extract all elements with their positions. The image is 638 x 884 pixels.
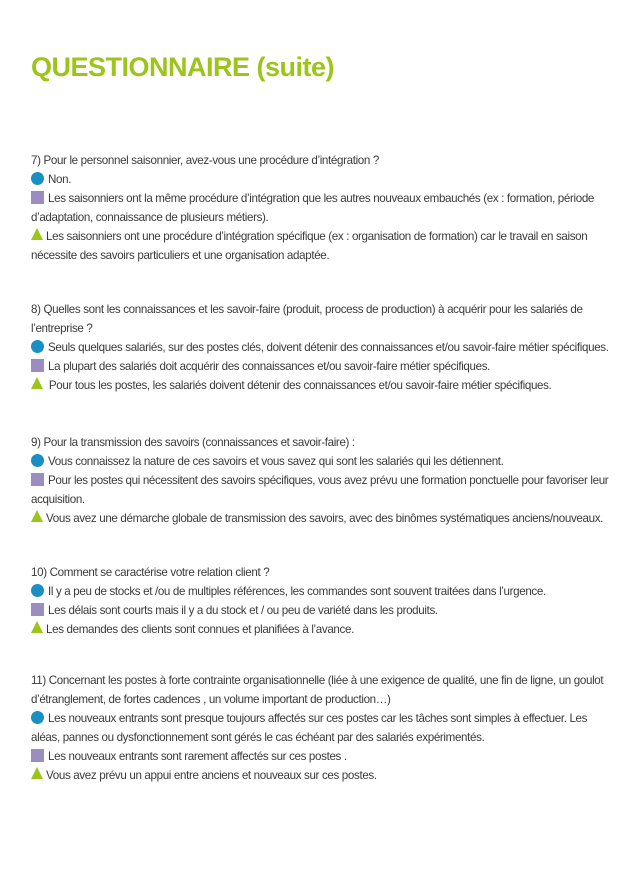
question-text: 9) Pour la transmission des savoirs (connaissances et savoir-faire) :: [31, 436, 355, 449]
answer-text: Pour les postes qui nécessitent des savoirs spécifiques, vous avez prévu une formation ponctuelle pour favoriser leur acquisition.: [31, 474, 609, 506]
triangle-icon: [31, 228, 43, 240]
circle-icon: [31, 454, 44, 467]
circle-icon: [31, 711, 44, 724]
triangle-icon: [31, 767, 43, 779]
triangle-icon: [31, 377, 43, 389]
answer-option: [31, 509, 611, 528]
square-icon: [31, 359, 44, 372]
square-icon: [31, 191, 44, 204]
question-block-10: [31, 563, 611, 639]
answer-text: La plupart des salariés doit acquérir des connaissances et/ou savoir-faire métier spécifiques.: [48, 360, 491, 373]
question-block-9: [31, 433, 611, 528]
answer-text: Vous avez une démarche globale de transmission des savoirs, avec des binômes systématiques anciens/nouveaux.: [46, 512, 604, 525]
answer-option: [31, 452, 611, 471]
answer-text: Les saisonniers ont la même procédure d’intégration que les autres nouveaux embauchés (ex : formation, période d’adaptation, connaissance de plusieurs métiers).: [31, 192, 595, 224]
answer-option: [31, 582, 611, 601]
answer-text: Les demandes des clients sont connues et planifiées à l’avance.: [46, 623, 354, 636]
question-text: 11) Concernant les postes à forte contrainte organisationnelle (liée à une exigence de qualité, une fin de ligne, un goulot d’étranglement, de fortes cadences , un volume important de production…): [31, 674, 604, 706]
answer-text: Les nouveaux entrants sont presque toujours affectés sur ces postes car les tâches sont simples à effectuer. Les aléas, pannes ou dysfonctionnement sont gérés le cas échéant par des salariés expérimentés.: [31, 712, 588, 744]
answer-option: [31, 357, 611, 376]
answer-text: Les saisonniers ont une procédure d’intégration spécifique (ex : organisation de formation) car le travail en saison nécessite des savoirs particuliers et une organisation adaptée.: [31, 230, 588, 262]
circle-icon: [31, 172, 44, 185]
square-icon: [31, 473, 44, 486]
question-block-11: [31, 671, 611, 785]
answer-text: Seuls quelques salariés, sur des postes clés, doivent détenir des connaissances et/ou savoir-faire métier spécifiques.: [48, 341, 609, 354]
question-block-7: [31, 151, 611, 265]
answer-option: [31, 471, 611, 509]
answer-option: [31, 747, 611, 766]
answer-option: [31, 601, 611, 620]
page-title: QUESTIONNAIRE (suite): [31, 52, 335, 82]
answer-text: Vous avez prévu un appui entre anciens et nouveaux sur ces postes.: [46, 769, 377, 782]
answer-option: [31, 709, 611, 747]
answer-text: Non.: [48, 173, 72, 186]
answer-option: [31, 376, 611, 395]
triangle-icon: [31, 621, 43, 633]
answer-option: [31, 189, 611, 227]
question-text: 8) Quelles sont les connaissances et les savoir-faire (produit, process de production) à acquérir pour les salariés de l’entreprise ?: [31, 303, 583, 335]
circle-icon: [31, 584, 44, 597]
answer-option: [31, 766, 611, 785]
answer-option: [31, 338, 611, 357]
square-icon: [31, 603, 44, 616]
answer-option: [31, 170, 611, 189]
answer-option: [31, 227, 611, 265]
answer-text: Vous connaissez la nature de ces savoirs et vous savez qui sont les salariés qui les détiennent.: [48, 455, 504, 468]
answer-text: Les délais sont courts mais il y a du stock et / ou peu de variété dans les produits.: [48, 604, 438, 617]
triangle-icon: [31, 510, 43, 522]
answer-text: Les nouveaux entrants sont rarement affectés sur ces postes .: [48, 750, 347, 763]
question-block-8: [31, 300, 611, 395]
square-icon: [31, 749, 44, 762]
answer-text: Il y a peu de stocks et /ou de multiples références, les commandes sont souvent traitées dans l’urgence.: [48, 585, 546, 598]
circle-icon: [31, 340, 44, 353]
question-text: 10) Comment se caractérise votre relation client ?: [31, 566, 270, 579]
question-text: 7) Pour le personnel saisonnier, avez-vous une procédure d’intégration ?: [31, 154, 379, 167]
answer-text: Pour tous les postes, les salariés doivent détenir des connaissances et/ou savoir-faire métier spécifiques.: [46, 379, 552, 392]
answer-option: [31, 620, 611, 639]
